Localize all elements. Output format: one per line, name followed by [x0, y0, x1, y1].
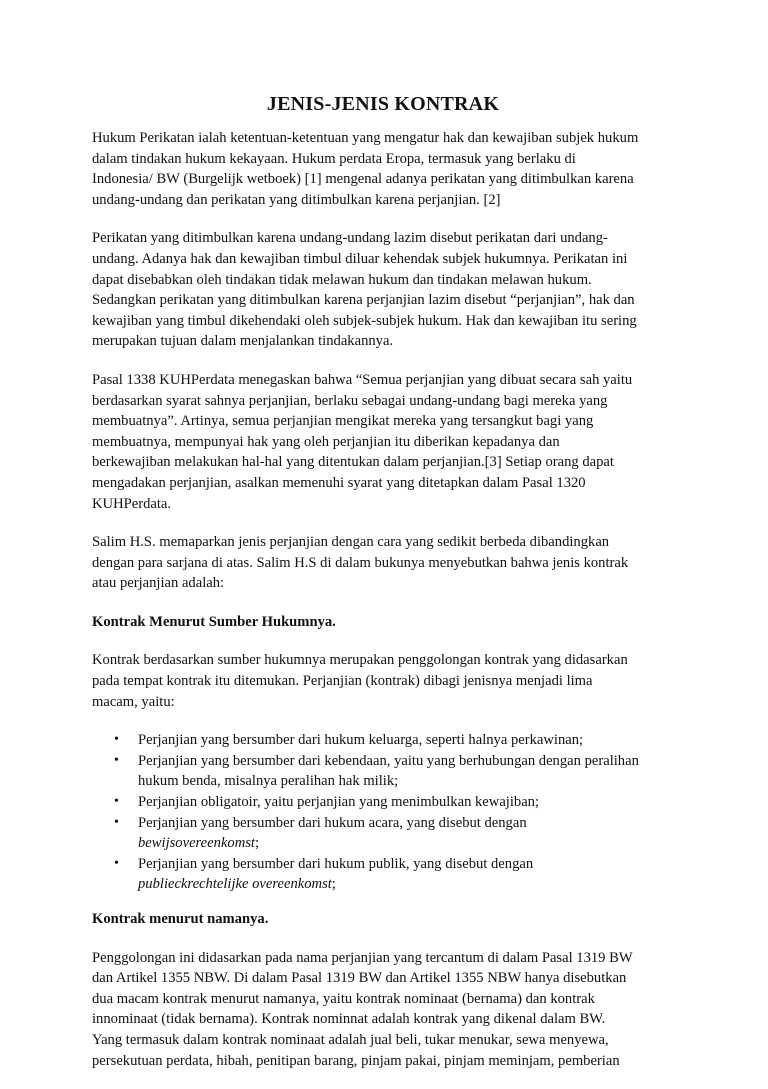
bullet-list-jenis-kontrak [92, 730, 674, 895]
text-line: dalam tindakan hukum kekayaan. Hukum perdata Eropa, termasuk yang berlaku di [92, 150, 576, 167]
text-line [138, 874, 674, 895]
text-line: Penggolongan ini didasarkan pada nama perjanjian yang tercantum di dalam Pasal 1319 BW [92, 949, 633, 966]
text-line: berdasarkan syarat sahnya perjanjian, berlaku sebagai undang-undang bagi mereka yang [92, 392, 608, 409]
text-line: Pasal 1338 KUHPerdata menegaskan bahwa “Semua perjanjian yang dibuat secara sah yaitu [92, 371, 633, 388]
text-line: undang. Adanya hak dan kewajiban timbul diluar kehendak subjek hukumnya. Perikatan ini [92, 250, 628, 267]
text-line: Perjanjian obligatoir, yaitu perjanjian yang menimbulkan kewajiban; [138, 794, 540, 811]
document-page [92, 92, 674, 1089]
text-line: membuatnya”. Artinya, semua perjanjian mengikat mereka yang tersangkut bagi yang [92, 413, 594, 430]
text-line: membuatnya, mempunyai hak yang oleh perjanjian itu diberikan kepadanya dan [92, 433, 560, 450]
text-line: dapat disebabkan oleh tindakan tidak melawan hukum dan tindakan melawan hukum. [92, 271, 592, 288]
text-line: dan Artikel 1355 NBW. Di dalam Pasal 1319 BW dan Artikel 1355 NBW hanya disebutkan [92, 970, 627, 987]
bullet-icon: • [114, 752, 119, 768]
bullet-icon: • [114, 732, 119, 748]
text-line: Hukum Perikatan ialah ketentuan-ketentuan yang mengatur hak dan kewajiban subjek hukum [92, 130, 639, 146]
text-line: Perikatan yang ditimbulkan karena undang-undang lazim disebut perikatan dari undang- [92, 230, 608, 247]
text-line: Indonesia/ BW (Burgelijk wetboek) [1] mengenal adanya perikatan yang ditimbulkan karena [92, 171, 634, 188]
list-item [114, 730, 674, 751]
list-item [114, 751, 674, 792]
text-line: atau perjanjian adalah: [92, 575, 225, 592]
text-line: Yang termasuk dalam kontrak nominaat adalah jual beli, tukar menukar, sewa menyewa, [92, 1031, 609, 1048]
bullet-icon: • [114, 855, 119, 871]
section-heading-namanya: Kontrak menurut namanya. [92, 911, 269, 927]
paragraph-perikatan-undang-undang [92, 228, 674, 352]
text-line: pada tempat kontrak itu ditemukan. Perjanjian (kontrak) dibagi jenisnya menjadi lima [92, 673, 593, 690]
text-line: innominaat (tidak bernama). Kontrak nominnat adalah kontrak yang dikenal dalam BW. [92, 1011, 606, 1028]
text-line: berkewajiban melakukan hal-hal yang ditentukan dalam perjanjian.[3] Setiap orang dapat [92, 454, 614, 471]
text-line: merupakan tujuan dalam menjalankan tindakannya. [92, 333, 394, 350]
italic-term: publieckrechtelijke overeenkomst [138, 876, 332, 893]
text-line: KUHPerdata. [92, 495, 172, 512]
text-line: dua macam kontrak menurut namanya, yaitu kontrak nominaat (bernama) dan kontrak [92, 990, 595, 1007]
text-line: Perjanjian yang bersumber dari kebendaan, yaitu yang berhubungan dengan peralihan [138, 752, 639, 769]
text-line: hukum benda, misalnya peralihan hak milik; [138, 773, 399, 790]
text-line: Kontrak berdasarkan sumber hukumnya merupakan penggolongan kontrak yang didasarkan [92, 652, 628, 669]
text-line: Perjanjian yang bersumber dari hukum keluarga, seperti halnya perkawinan; [138, 732, 584, 749]
section-heading-sumber-hukum: Kontrak Menurut Sumber Hukumnya. [92, 613, 336, 630]
text-line: macam, yaitu: [92, 693, 175, 710]
text-line: Salim H.S. memaparkan jenis perjanjian dengan cara yang sedikit berbeda dibandingkan [92, 534, 610, 551]
list-item [114, 792, 674, 813]
paragraph-pasal-1338 [92, 370, 674, 514]
paragraph-sumber-hukum [92, 650, 674, 712]
punctuation: ; [255, 835, 260, 852]
text-line: persekutuan perdata, hibah, penitipan barang, pinjam pakai, pinjam meminjam, pemberian [92, 1052, 620, 1069]
list-item [114, 854, 674, 895]
italic-term: bewijsovereenkomst [138, 835, 255, 852]
text-line: Sedangkan perikatan yang ditimbulkan karena perjanjian lazim disebut “perjanjian”, hak dan [92, 292, 635, 309]
text-line: Perjanjian yang bersumber dari hukum publik, yang disebut dengan [138, 855, 534, 872]
text-line: mengadakan perjanjian, asalkan memenuhi syarat yang ditetapkan dalam Pasal 1320 [92, 474, 586, 491]
text-line: undang-undang dan perikatan yang ditimbulkan karena perjanjian. [2] [92, 191, 501, 208]
punctuation: ; [331, 876, 336, 893]
paragraph-hukum-perikatan [92, 128, 674, 210]
bullet-icon: • [114, 814, 119, 830]
list-item [114, 813, 674, 854]
text-line: kewajiban yang timbul dikehendaki oleh subjek-subjek hukum. Hak dan kewajiban itu sering [92, 312, 637, 329]
text-line: dengan para sarjana di atas. Salim H.S di dalam bukunya menyebutkan bahwa jenis kontrak [92, 554, 629, 571]
document-title: JENIS-JENIS KONTRAK [266, 93, 500, 115]
text-line [138, 833, 674, 854]
text-line: Perjanjian yang bersumber dari hukum acara, yang disebut dengan [138, 814, 527, 831]
bullet-icon: • [114, 794, 119, 810]
paragraph-salim-hs [92, 532, 674, 594]
paragraph-penggolongan [92, 948, 674, 1072]
